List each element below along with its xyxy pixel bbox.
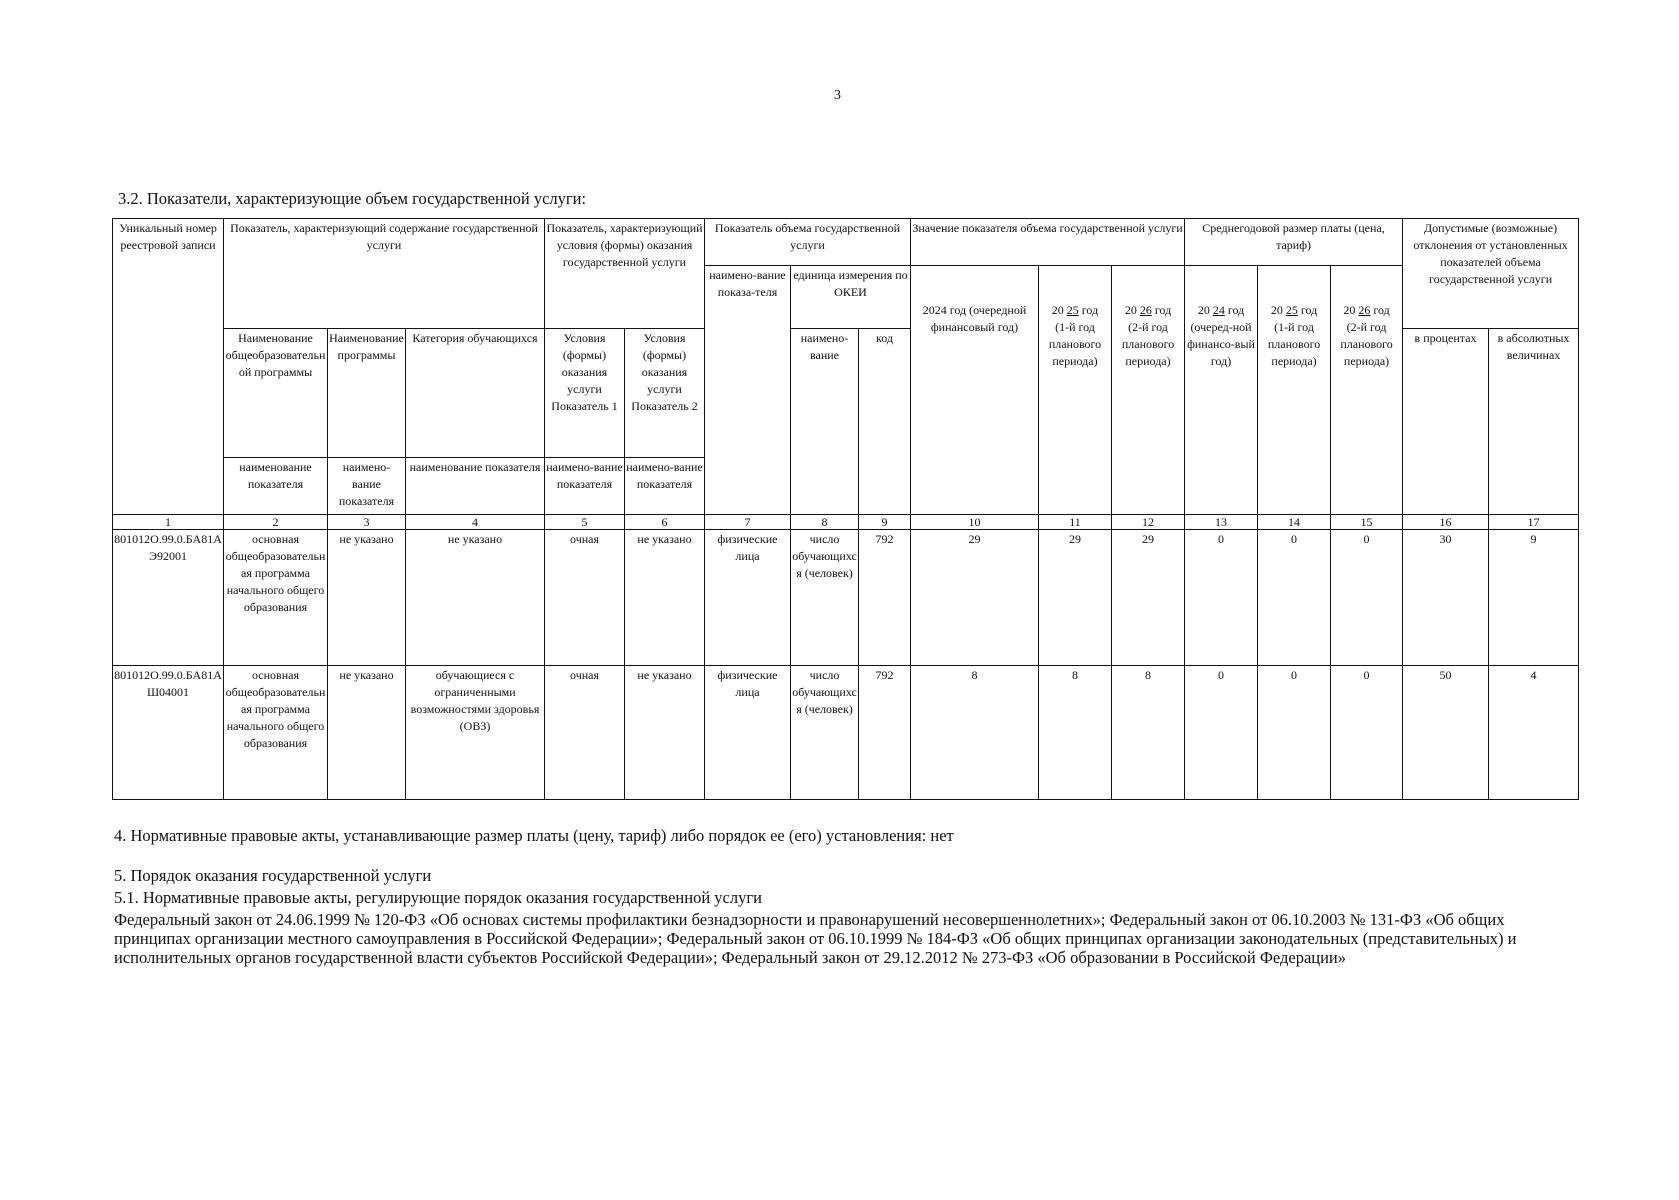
column-number: 7 [705,515,791,530]
column-number: 16 [1403,515,1489,530]
header-deviations: Допустимые (возможные) отклонения от установленных показателей объема государственной услуги [1403,219,1579,329]
header-program: Наименование программы [328,329,406,458]
cell-condition-2: не указано [625,530,705,666]
cell-deviation-percent: 30 [1403,530,1489,666]
cell-condition-2: не указано [625,666,705,800]
cell-value-2026: 8 [1112,666,1185,800]
header-in-percent: в процентах [1403,329,1489,515]
cell-category: не указано [406,530,545,666]
cell-program-name: основная общеобразовательная программа начального общего образования [224,666,328,800]
header-fee-2025: 20 25 год (1-й год планового периода) [1258,266,1331,515]
cell-value-2025: 8 [1039,666,1112,800]
header-indicator-name-6: наимено-вание показателя [625,458,705,515]
column-numbers-row [113,515,1579,530]
cell-fee-2025: 0 [1258,530,1331,666]
cell-volume-name: физические лица [705,666,791,800]
section-4-text: 4. Нормативные правовые акты, устанавливающие размер платы (цену, тариф) либо порядок ее (его) установления: нет [114,826,954,845]
header-okei-name: наимено-вание [791,329,859,515]
cell-program: не указано [328,666,406,800]
cell-program: не указано [328,530,406,666]
cell-condition-1: очная [545,530,625,666]
header-year-2025: 20 25 год (1-й год планового периода) [1039,266,1112,515]
cell-value-2026: 29 [1112,530,1185,666]
cell-value-2025: 29 [1039,530,1112,666]
column-number: 9 [859,515,911,530]
header-okei-code: код [859,329,911,515]
column-number: 15 [1331,515,1403,530]
header-unique-number: Уникальный номер реестровой записи [113,219,224,515]
cell-unit-name: число обучающихся (человек) [791,666,859,800]
cell-fee-2026: 0 [1331,530,1403,666]
cell-deviation-absolute: 9 [1489,530,1579,666]
section-5-1-heading: 5.1. Нормативные правовые акты, регулирующие порядок оказания государственной услуги [114,888,762,907]
cell-deviation-absolute: 4 [1489,666,1579,800]
column-number: 14 [1258,515,1331,530]
header-indicator-name-2: наименование показателя [224,458,328,515]
header-year-2026: 20 26 год (2-й год планового периода) [1112,266,1185,515]
header-year-2024: 2024 год (очередной финансовый год) [911,266,1039,515]
header-condition-2: Условия (формы) оказания услуги Показатель 2 [625,329,705,458]
column-number: 4 [406,515,545,530]
cell-okei-code: 792 [859,666,911,800]
cell-condition-1: очная [545,666,625,800]
header-program-name: Наименование общеобразовательной программы [224,329,328,458]
page-number: 3 [834,88,841,103]
cell-category: обучающиеся с ограниченными возможностями здоровья (ОВЗ) [406,666,545,800]
cell-unit-name: число обучающихся (человек) [791,530,859,666]
cell-deviation-percent: 50 [1403,666,1489,800]
table-row [113,666,1579,800]
header-volume-value: Значение показателя объема государственной услуги [911,219,1185,266]
column-number: 6 [625,515,705,530]
column-number: 12 [1112,515,1185,530]
cell-value-2024: 8 [911,666,1039,800]
cell-fee-2024: 0 [1185,666,1258,800]
laws-list-text: Федеральный закон от 24.06.1999 № 120-ФЗ «Об основах системы профилактики безнадзорности и правонарушений несовершеннолетних»; Федеральный закон от 06.10.2003 № 131-ФЗ «Об общих принципах организации местного самоуправления в Российской Федерации»; Федеральный закон от 06.10.1999 № 184-ФЗ «Об общих принципах организации законодательных (представительных) и исполнительных органов государственной власти субъектов Российской Федерации»; Федеральный закон от 29.12.2012 № 273-ФЗ «Об образовании в Российской Федерации» [114,910,1517,967]
cell-fee-2024: 0 [1185,530,1258,666]
table-row [113,530,1579,666]
column-number: 8 [791,515,859,530]
cell-okei-code: 792 [859,530,911,666]
header-content-indicator: Показатель, характеризующий содержание государственной услуги [224,219,545,329]
header-avg-fee: Среднегодовой размер платы (цена, тариф) [1185,219,1403,266]
column-number: 11 [1039,515,1112,530]
header-indicator-name-5: наимено-вание показателя [545,458,625,515]
header-conditions-indicator: Показатель, характеризующий условия (формы) оказания государственной услуги [545,219,705,329]
cell-fee-2026: 0 [1331,666,1403,800]
cell-registry-id: 801012О.99.0.БА81АЭ92001 [113,530,224,666]
header-volume-name: наимено-вание показа-теля [705,266,791,515]
column-number: 3 [328,515,406,530]
column-number: 2 [224,515,328,530]
header-volume-indicator: Показатель объема государственной услуги [705,219,911,266]
header-okei-unit: единица измерения по ОКЕИ [791,266,911,329]
cell-value-2024: 29 [911,530,1039,666]
cell-fee-2025: 0 [1258,666,1331,800]
header-fee-2024: 20 24 год (очеред-ной финансо-вый год) [1185,266,1258,515]
column-number: 5 [545,515,625,530]
cell-program-name: основная общеобразовательная программа начального общего образования [224,530,328,666]
column-number: 13 [1185,515,1258,530]
header-condition-1: Условия (формы) оказания услуги Показатель 1 [545,329,625,458]
column-number: 10 [911,515,1039,530]
header-fee-2026: 20 26 год (2-й год планового периода) [1331,266,1403,515]
column-number: 1 [113,515,224,530]
section-5-heading: 5. Порядок оказания государственной услуги [114,866,432,885]
column-number: 17 [1489,515,1579,530]
header-student-category: Категория обучающихся [406,329,545,458]
cell-registry-id: 801012О.99.0.БА81АШ04001 [113,666,224,800]
header-indicator-name-3: наимено-вание показателя [328,458,406,515]
section-heading: 3.2. Показатели, характеризующие объем государственной услуги: [118,189,587,208]
header-in-absolute: в абсолютных величинах [1489,329,1579,515]
volume-indicators-table [112,218,1579,800]
header-indicator-name-4: наименование показателя [406,458,545,515]
cell-volume-name: физические лица [705,530,791,666]
